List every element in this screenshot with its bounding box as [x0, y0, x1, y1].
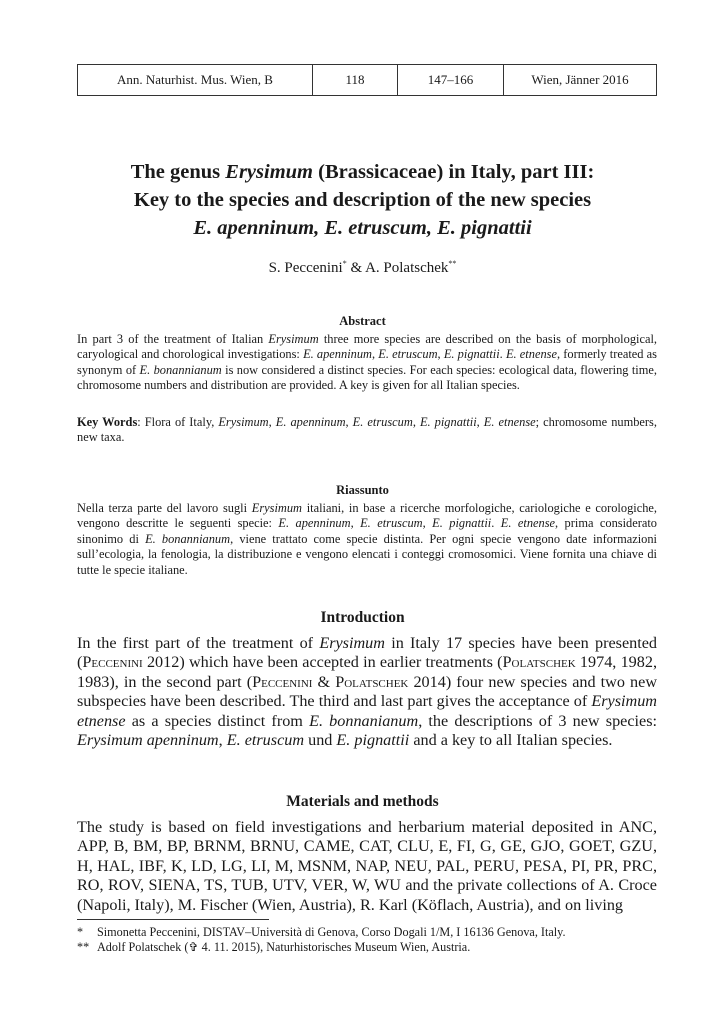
author-list: S. Peccenini* & A. Polatschek**: [268, 259, 457, 276]
paper-title: [40, 158, 685, 242]
author-1: S. Peccenini: [268, 260, 343, 276]
methods-heading: Materials and methods: [286, 793, 439, 810]
title-line-1: The genus Erysimum (Brassicaceae) in Italy, part III:: [130, 161, 595, 183]
journal-pages: 147–166: [398, 65, 504, 95]
abstract-text: In part 3 of the treatment of Italian Erysimum three more species are described on the basis of morphological, caryological and chorological investigations: E. apenninum, E. etruscum, E. pignattii. E. etnense, formerly treated as synonym of E. bonannianum is now considered a distinct species. For each species: ecological data, flowering time, chromosome numbers and distribution are provided. A key is given for all Italian species.: [77, 332, 657, 393]
footnote-1: * Simonetta Peccenini, DISTAV–Università di Genova, Corso Dogali 1/M, I 16136 Genova, Italy.: [77, 925, 566, 939]
introduction-text: In the first part of the treatment of Erysimum in Italy 17 species have been presented (Peccenini 2012) which have been accepted in earlier treatments (Polatschek 1974, 1982, 1983), in the second part (Peccenini & Polatschek 2014) four new species and two new subspecies have been described. The third and last part gives the acceptance of Erysimum etnense as a species distinct from E. bonnanianum, the descriptions of 3 new species: Erysimum apenninum, E. etruscum und E. pignattii and a key to all Italian species.: [77, 634, 658, 750]
journal-header-table: [77, 64, 657, 96]
riassunto-text: Nella terza parte del lavoro sugli Erysimum italiani, in base a ricerche morfologiche, cariologiche e corologiche, vengono descritte le seguenti specie: E. apenninum, E. etruscum, E. pignattii. E. etnense, prima considerato sinonimo di E. bonannianum, viene trattato come specie distinta. Per ogni specie vengono date informazioni sull’ecologia, la fenologia, la distribuzione e vengono elencati i conteggi cromosomici. Viene fornita una chiave di tutte le specie italiane.: [77, 501, 658, 577]
footnote-2: ** Adolf Polatschek (✞ 4. 11. 2015), Naturhistorisches Museum Wien, Austria.: [77, 940, 471, 954]
title-line-2: Key to the species and description of the new species: [133, 189, 592, 211]
journal-name: Ann. Naturhist. Mus. Wien, B: [78, 65, 313, 95]
riassunto-heading: Riassunto: [336, 483, 389, 497]
author-2: A. Polatschek: [365, 260, 449, 276]
title-line-3: E. apenninum, E. etruscum, E. pignattii: [193, 217, 532, 239]
methods-text: The study is based on field investigations and herbarium material deposited in ANC, APP, B, BM, BP, BRNM, BRNU, CAME, CAT, CLU, E, FI, G, GE, GJO, GOET, GZU, H, HAL, IBF, K, LD, LG, LI, M, MSNM, NAP, NEU, PAL, PERU, PESA, PI, PR, PRC, RO, ROV, SIENA, TS, TUB, UTV, VER, W, WU and the private collections of A. Croce (Napoli, Italy), M. Fischer (Wien, Austria), R. Karl (Köflach, Austria), and on living: [77, 818, 657, 914]
footnote-divider: [77, 919, 269, 920]
keywords: Key Words: Flora of Italy, Erysimum, E. apenninum, E. etruscum, E. pignattii, E. etnense; chromosome numbers, new taxa.: [77, 415, 657, 445]
journal-volume: 118: [313, 65, 398, 95]
introduction-heading: Introduction: [320, 609, 405, 626]
journal-date: Wien, Jänner 2016: [531, 72, 629, 87]
abstract-heading: Abstract: [339, 314, 386, 328]
